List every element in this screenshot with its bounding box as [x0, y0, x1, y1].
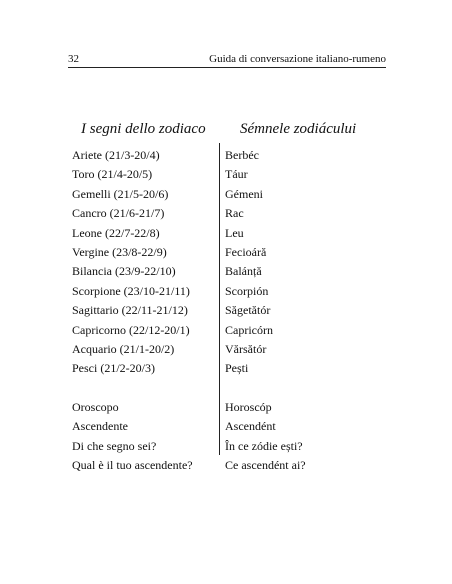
sign-row-it-libra: Bilancia (23/9-22/10)	[72, 264, 176, 279]
sign-row-ro-capricorn: Capricórn	[225, 322, 273, 337]
sign-row-it-scorpio: Scorpione (23/10-21/11)	[72, 283, 190, 298]
sign-row-it-cancer: Cancro (21/6-21/7)	[72, 206, 165, 221]
sign-row-ro-scorpio: Scorpión	[225, 283, 269, 298]
sign-row-ro-libra: Balánță	[225, 264, 262, 279]
sign-row-it-sagittarius: Sagittario (22/11-21/12)	[72, 303, 188, 318]
sign-row-it-aries: Ariete (21/3-20/4)	[72, 148, 160, 162]
phrase-row-it-which-sign: Di che segno sei?	[72, 438, 157, 453]
header-rule	[68, 67, 386, 68]
page-header	[68, 52, 386, 66]
sign-row-ro-leo: Leu	[225, 225, 244, 240]
page-number: 32	[68, 53, 79, 65]
phrase-row-it-horoscope: Oroscopo	[72, 400, 119, 415]
sign-row-ro-cancer: Rac	[225, 206, 244, 221]
sign-row-it-gemini: Gemelli (21/5-20/6)	[72, 186, 169, 201]
phrase-row-it-your-ascendant: Qual è il tuo ascendente?	[72, 458, 193, 473]
column-divider	[219, 143, 220, 455]
sign-row-ro-taurus: Táur	[225, 167, 248, 182]
sign-row-it-leo: Leone (22/7-22/8)	[72, 225, 160, 240]
sign-row-it-capricorn: Capricorno (22/12-20/1)	[72, 322, 190, 337]
phrase-row-ro-horoscope: Horoscóp	[225, 400, 272, 415]
italian-column	[72, 146, 193, 476]
phrase-row-ro-ascendant: Ascendént	[225, 419, 276, 434]
phrase-row-ro-which-sign: În ce zódie ești?	[225, 438, 303, 453]
sign-row-ro-virgo: Fecioáră	[225, 244, 267, 259]
running-title: Guida di conversazione italiano-rumeno	[209, 53, 386, 65]
phrase-row-it-ascendant: Ascendente	[72, 419, 128, 434]
sign-row-it-taurus: Toro (21/4-20/5)	[72, 167, 153, 182]
sign-row-ro-sagittarius: Săgetătór	[225, 303, 271, 318]
sign-row-ro-gemini: Gémeni	[225, 186, 263, 201]
sign-row-ro-aquarius: Vărsătór	[225, 341, 267, 356]
section-gap	[72, 379, 193, 398]
sign-row-ro-aries: Berbéc	[225, 148, 259, 162]
sign-row-it-virgo: Vergine (23/8-22/9)	[72, 244, 167, 259]
sign-row-ro-pisces: Pești	[225, 361, 249, 376]
phrase-row-ro-your-ascendant: Ce ascendént ai?	[225, 458, 306, 473]
sign-row-it-aquarius: Acquario (21/1-20/2)	[72, 341, 175, 356]
romanian-column	[225, 146, 306, 476]
romanian-column-heading: Sémnele zodiácului	[240, 121, 357, 137]
section-gap	[225, 379, 306, 398]
italian-column-heading: I segni dello zodiaco	[81, 121, 206, 137]
sign-row-it-pisces: Pesci (21/2-20/3)	[72, 361, 155, 376]
